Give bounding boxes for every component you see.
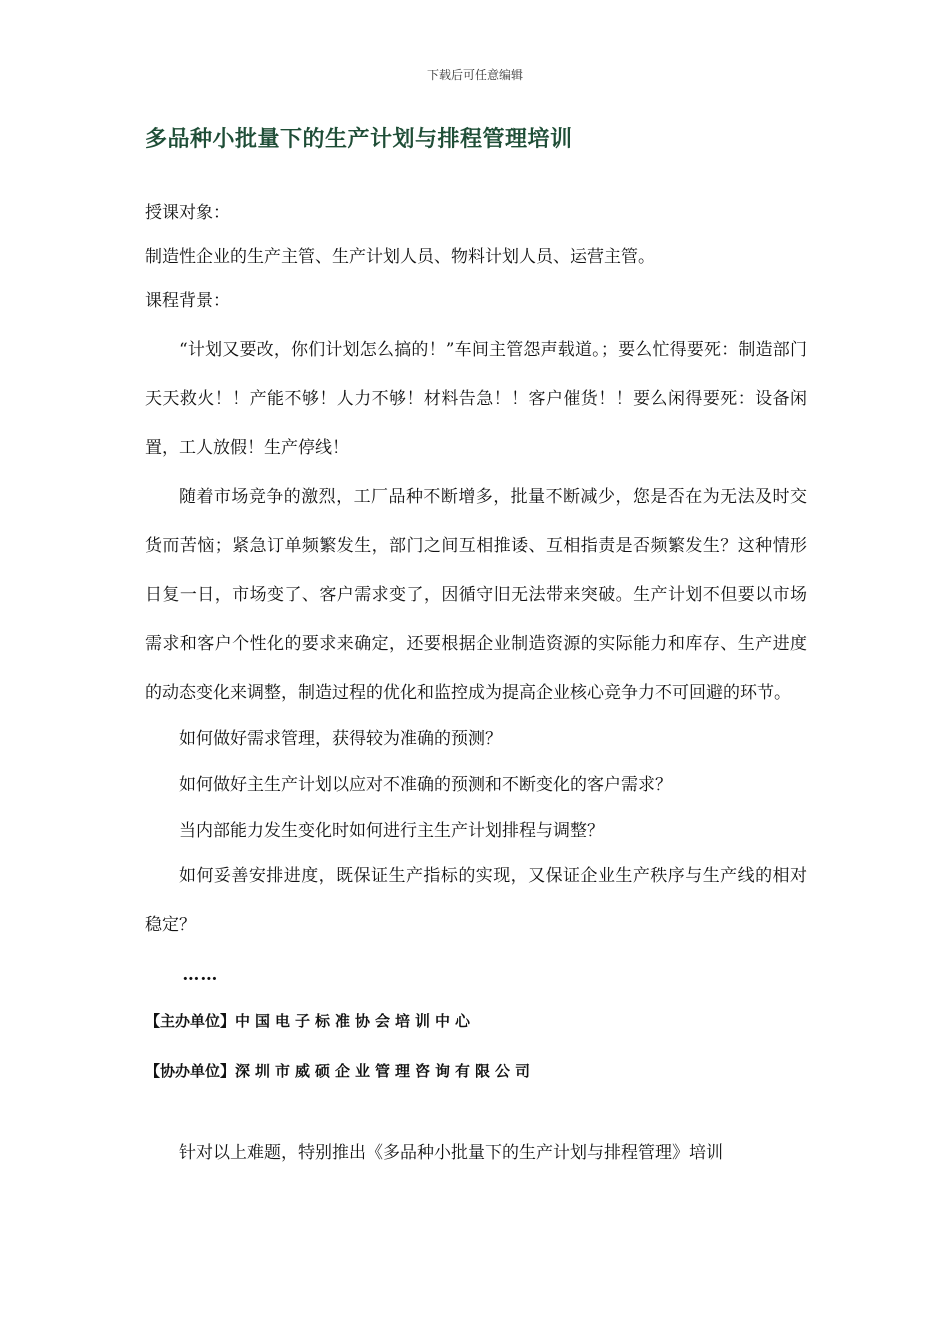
document-title: 多品种小批量下的生产计划与排程管理培训: [145, 126, 573, 152]
ellipsis-text: ……: [182, 965, 219, 985]
question-3: 当内部能力发生变化时如何进行主生产计划排程与调整？: [179, 821, 604, 841]
closing-paragraph: 针对以上难题，特别推出《多品种小批量下的生产计划与排程管理》培训: [179, 1143, 723, 1163]
host-organization: [145, 1006, 807, 1036]
watermark-text: 下载后可任意编辑: [426, 68, 523, 82]
co-host-name: 深圳市威硕企业管理咨询有限公司: [235, 1062, 536, 1080]
question-2: 如何做好主生产计划以应对不准确的预测和不断变化的客户需求？: [179, 775, 672, 795]
question-4: 如何妥善安排进度，既保证生产指标的实现，又保证企业生产秩序与生产线的相对稳定？: [145, 866, 807, 935]
background-paragraph-1: “计划又要改，你们计划怎么搞的！”车间主管怨声载道。；要么忙得要死：制造部门天天救火！！产能不够！人力不够！材料告急！！客户催货！！要么闲得要死：设备闲置，工人放假！生产停线！: [145, 340, 807, 458]
host-label: 【主办单位】: [145, 1012, 236, 1030]
audience-label: 授课对象：: [145, 203, 230, 223]
background-paragraph-2: 随着市场竞争的激烈，工厂品种不断增多，批量不断减少，您是否在为无法及时交货而苦恼；紧急订单频繁发生，部门之间互相推诿、互相指责是否频繁发生？这种情形日复一日，市场变了、客户需求变了，因循守旧无法带来突破。生产计划不但要以市场需求和客户个性化的要求来确定，还要根据企业制造资源的实际能力和库存、生产进度的动态变化来调整，制造过程的优化和监控成为提高企业核心竞争力不可回避的环节。: [145, 487, 807, 703]
audience-text: 制造性企业的生产主管、生产计划人员、物料计划人员、运营主管。: [145, 247, 655, 267]
question-1: 如何做好需求管理，获得较为准确的预测？: [179, 729, 502, 749]
co-host-organization: [145, 1056, 807, 1086]
background-label: 课程背景：: [145, 291, 230, 311]
host-name: 中国电子标准协会培训中心: [235, 1012, 476, 1030]
document-body: [145, 198, 807, 1168]
co-host-label: 【协办单位】: [145, 1062, 236, 1080]
